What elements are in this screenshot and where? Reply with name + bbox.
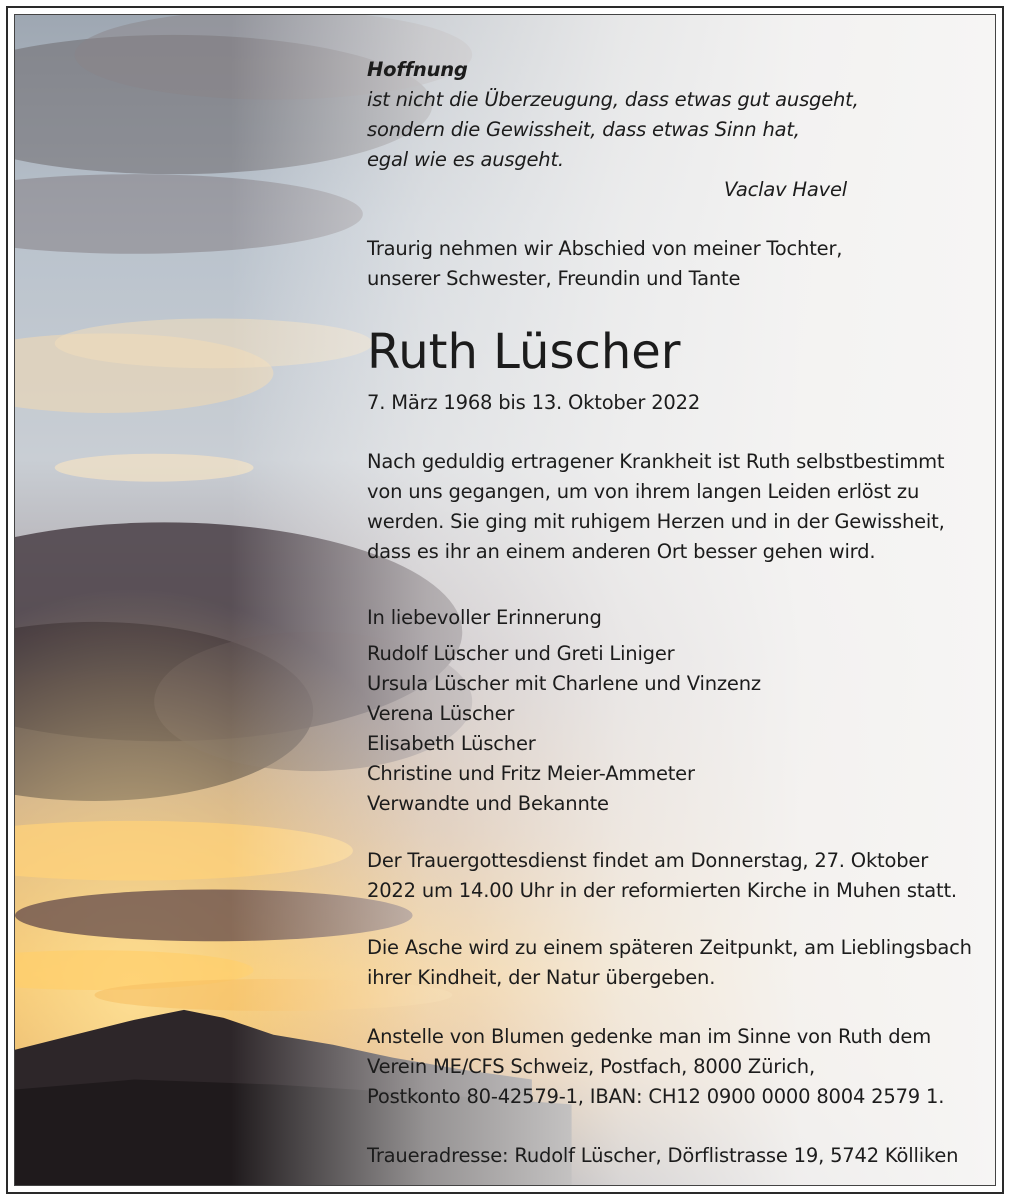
life-dates: 7. März 1968 bis 13. Oktober 2022 [367, 391, 701, 414]
obituary-notice [6, 6, 1004, 1194]
donation-info [367, 1022, 944, 1112]
donation-line: Verein ME/CFS Schweiz, Postfach, 8000 Zürich, [367, 1055, 815, 1078]
ashes-line: ihrer Kindheit, der Natur übergeben. [367, 966, 716, 989]
quote-author: Vaclav Havel [723, 178, 847, 201]
farewell-story [367, 447, 945, 567]
service-line: Der Trauergottesdienst findet am Donnerstag, 27. Oktober [367, 849, 929, 872]
story-line: Nach geduldig ertragener Krankheit ist Ruth selbstbestimmt [367, 450, 945, 473]
story-line: von uns gegangen, um von ihrem langen Leiden erlöst zu [367, 480, 920, 503]
notice-inner-frame [14, 14, 996, 1186]
mourner-item: Elisabeth Lüscher [367, 732, 536, 755]
farewell-intro [367, 234, 842, 294]
mourning-address: Traueradresse: Rudolf Lüscher, Dörflistrasse 19, 5742 Kölliken [367, 1144, 959, 1167]
donation-line: Postkonto 80-42579-1, IBAN: CH12 0900 0000 8004 2579 1. [367, 1085, 945, 1108]
service-line: 2022 um 14.00 Uhr in der reformierten Kirche in Muhen statt. [367, 879, 957, 902]
quote-line: sondern die Gewissheit, dass etwas Sinn hat, [367, 118, 800, 141]
mourner-item: Verena Lüscher [367, 702, 515, 725]
ashes-line: Die Asche wird zu einem späteren Zeitpunkt, am Lieblingsbach [367, 936, 972, 959]
mourner-item: Ursula Lüscher mit Charlene und Vinzenz [367, 672, 761, 695]
memory-heading: In liebevoller Erinnerung [367, 606, 602, 629]
intro-line: Traurig nehmen wir Abschied von meiner Tochter, [367, 237, 843, 260]
mourner-item: Rudolf Lüscher und Greti Liniger [367, 642, 675, 665]
quote-line: ist nicht die Überzeugung, dass etwas gut ausgeht, [367, 88, 859, 111]
quote-line: egal wie es ausgeht. [367, 148, 564, 171]
quote-block [367, 55, 859, 205]
mourner-item: Christine und Fritz Meier-Ammeter [367, 762, 695, 785]
mourner-item: Verwandte und Bekannte [367, 792, 609, 815]
funeral-service-info [367, 846, 957, 906]
donation-line: Anstelle von Blumen gedenke man im Sinne von Ruth dem [367, 1025, 932, 1048]
deceased-name: Ruth Lüscher [367, 324, 681, 380]
intro-line: unserer Schwester, Freundin und Tante [367, 267, 741, 290]
quote-title: Hoffnung [367, 58, 468, 81]
ashes-info [367, 933, 972, 993]
mourners-list [367, 639, 761, 819]
story-line: werden. Sie ging mit ruhigem Herzen und in der Gewissheit, [367, 510, 945, 533]
story-line: dass es ihr an einem anderen Ort besser gehen wird. [367, 540, 876, 563]
